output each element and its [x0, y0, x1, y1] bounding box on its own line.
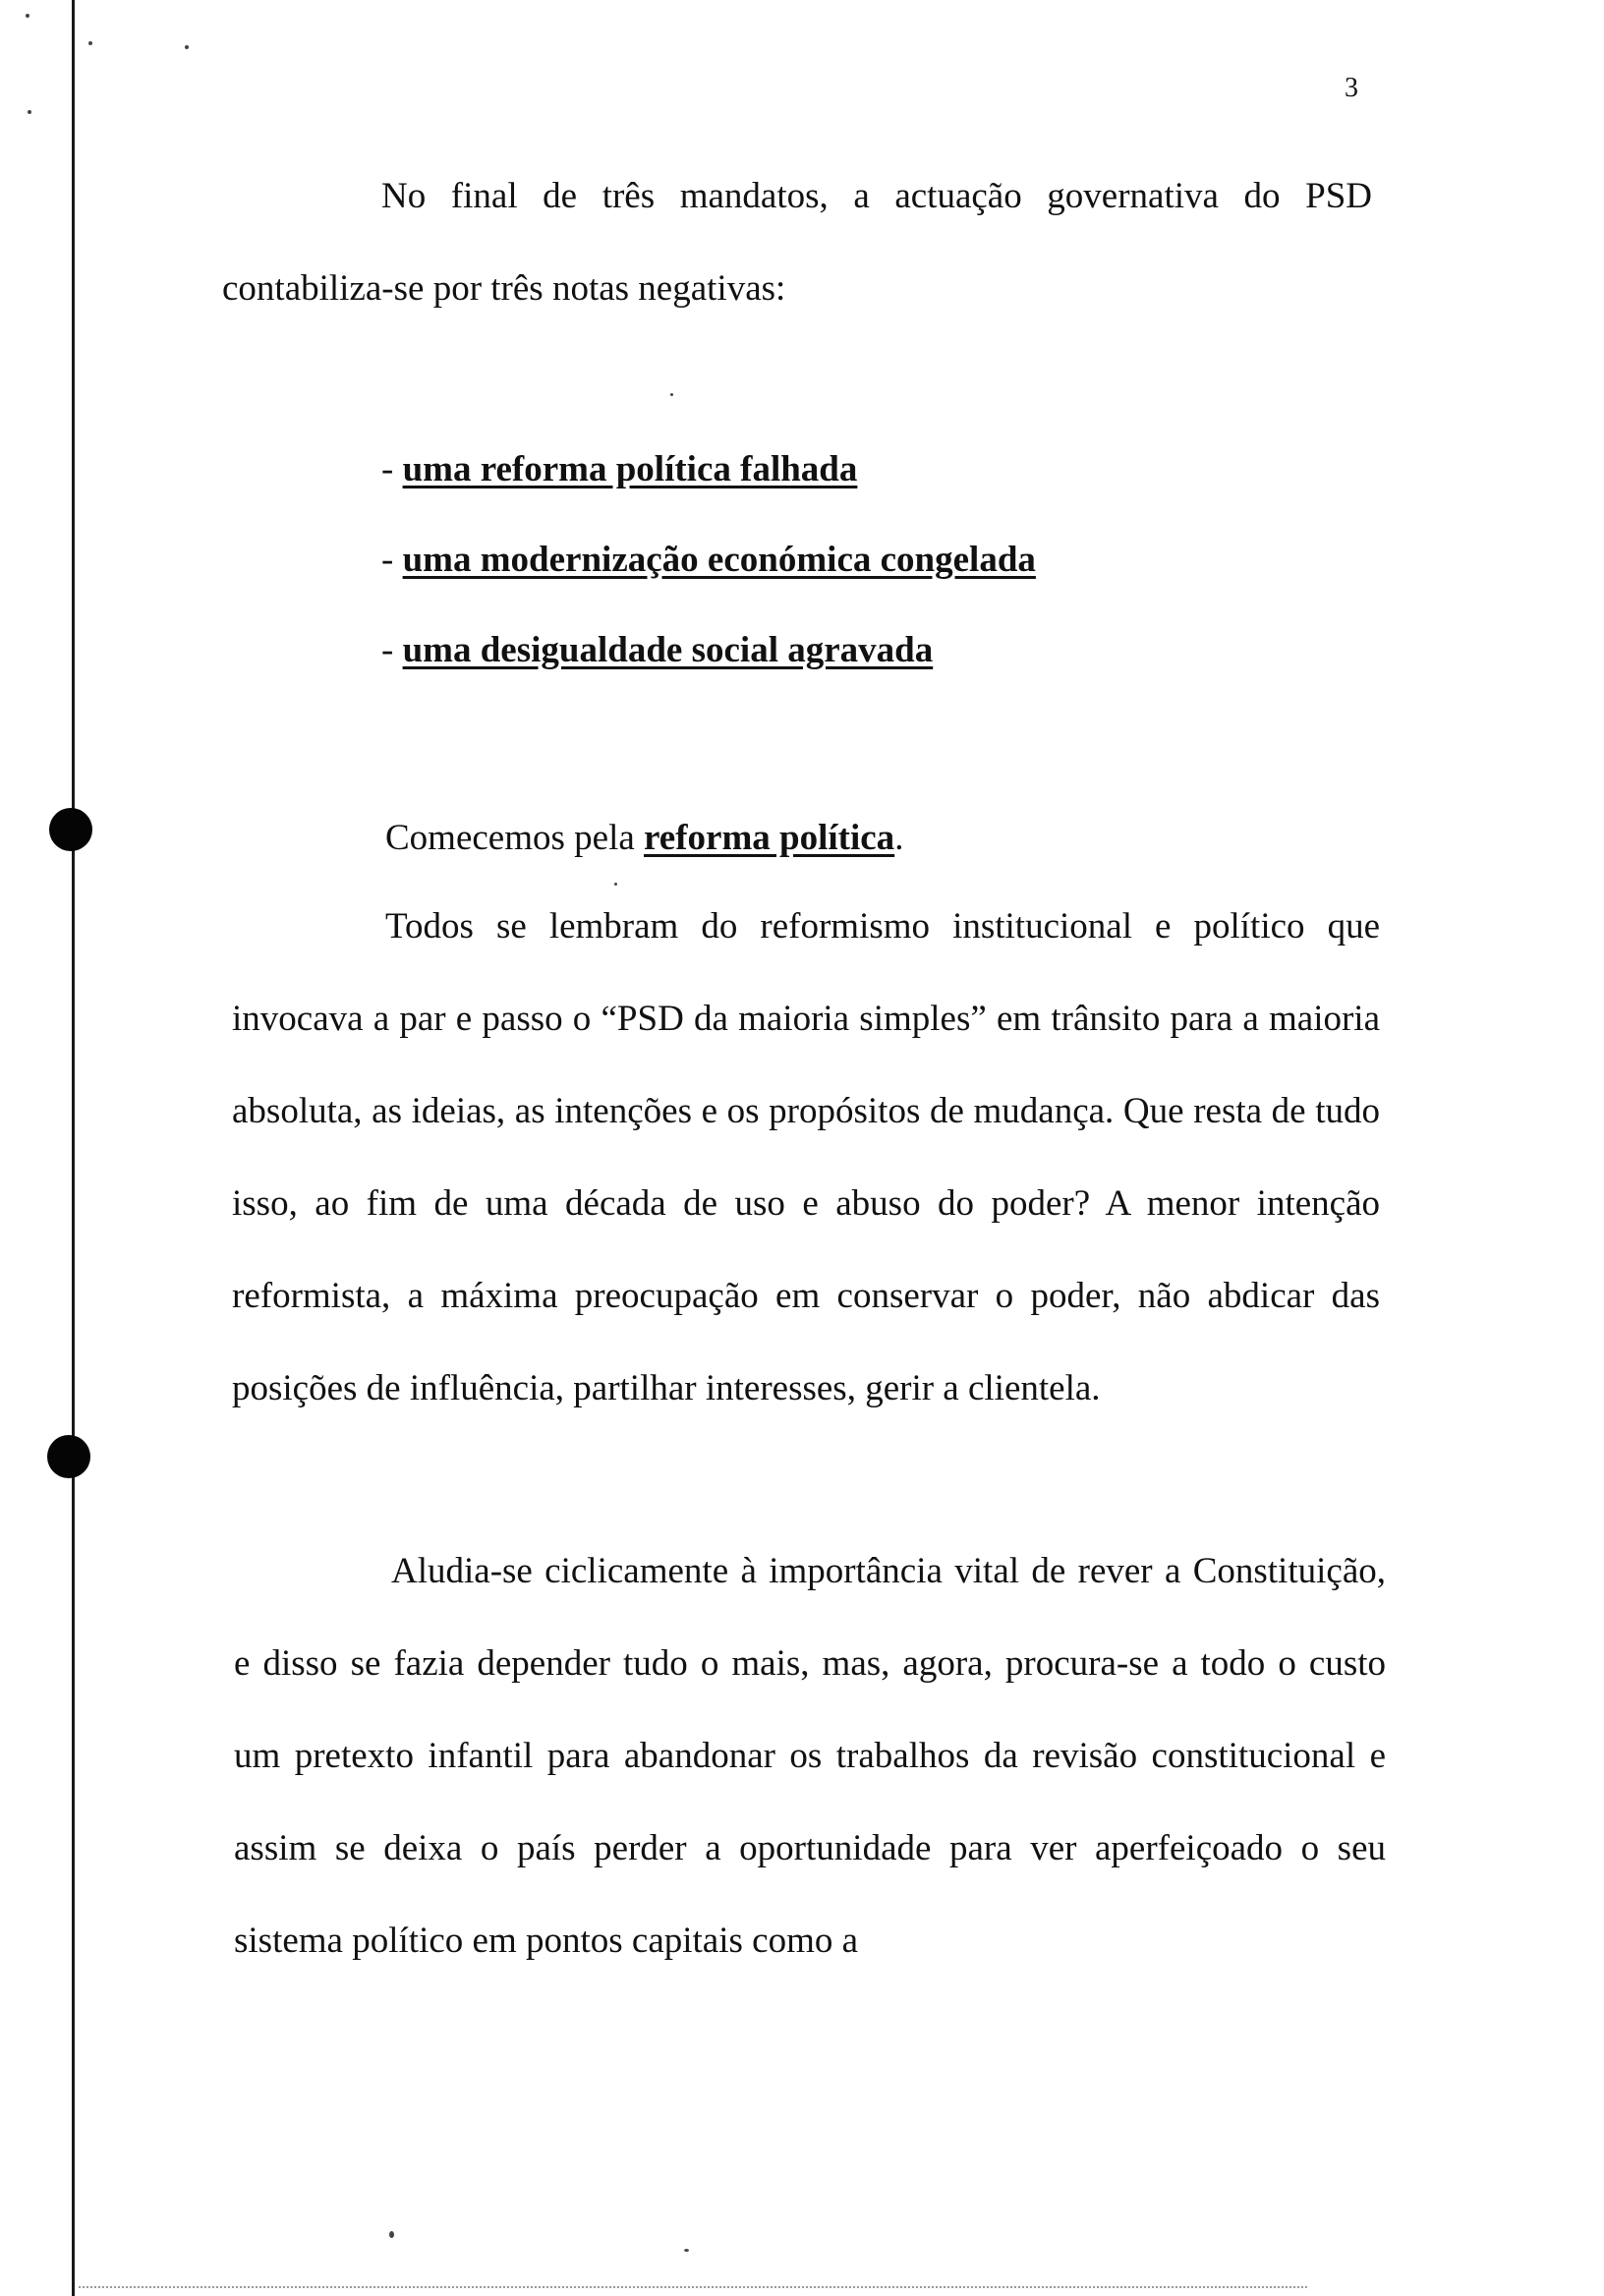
negative-notes-list: [381, 425, 1036, 696]
list-item: [381, 425, 1036, 515]
intro-emphasis: reforma política: [644, 818, 895, 858]
paragraph-reformism: Todos se lembram do reformismo institucional e político que invocava a par e passo o “PSD da maioria simples” em trânsito para a maioria absoluta, as ideias, as intenções e os propósitos de mudança. Que resta de tudo isso, ao fim de uma década de uso e abuso do poder? A menor intenção reformista, a máxima preocupação em conservar o poder, não abdicar das posições de influência, partilhar interesses, gerir a clientela.: [232, 906, 1380, 1408]
list-item: [381, 605, 1036, 696]
list-dash: -: [381, 449, 403, 489]
scan-speck: [684, 2249, 689, 2252]
left-margin-rule: [72, 0, 75, 2296]
section-intro: [385, 792, 903, 885]
list-item: [381, 515, 1036, 605]
intro-period: .: [894, 818, 904, 858]
punch-hole-lower: [47, 1435, 90, 1478]
footer-scan-artifact: [79, 2286, 1307, 2288]
scan-speck: [389, 2231, 394, 2238]
punch-hole-upper: [49, 808, 92, 851]
scan-speck: [670, 393, 673, 396]
paragraph-opening: No final de três mandatos, a actuação governativa do PSD contabiliza-se por três notas negativas:: [222, 176, 1372, 309]
page-number: 3: [1345, 73, 1358, 103]
list-dash: -: [381, 630, 403, 670]
scan-speck: [26, 14, 29, 18]
list-item-text: uma reforma política falhada: [402, 449, 858, 489]
intro-text: Comecemos pela: [385, 818, 645, 858]
scan-speck: [185, 45, 189, 49]
scan-speck: [88, 41, 92, 45]
scan-speck: [28, 110, 31, 114]
paragraph-constitution: Aludia-se ciclicamente à importância vital de rever a Constituição, e disso se fazia depender tudo o mais, mas, agora, procura-se a todo o custo um pretexto infantil para abandonar os trabalhos da revisão constitucional e assim se deixa o país perder a oportunidade para ver aperfeiçoado o seu sistema político em pontos capitais como a: [234, 1551, 1386, 1961]
list-item-text: uma desigualdade social agravada: [402, 630, 934, 670]
list-dash: -: [381, 540, 403, 580]
list-item-text: uma modernização económica congelada: [402, 540, 1036, 580]
